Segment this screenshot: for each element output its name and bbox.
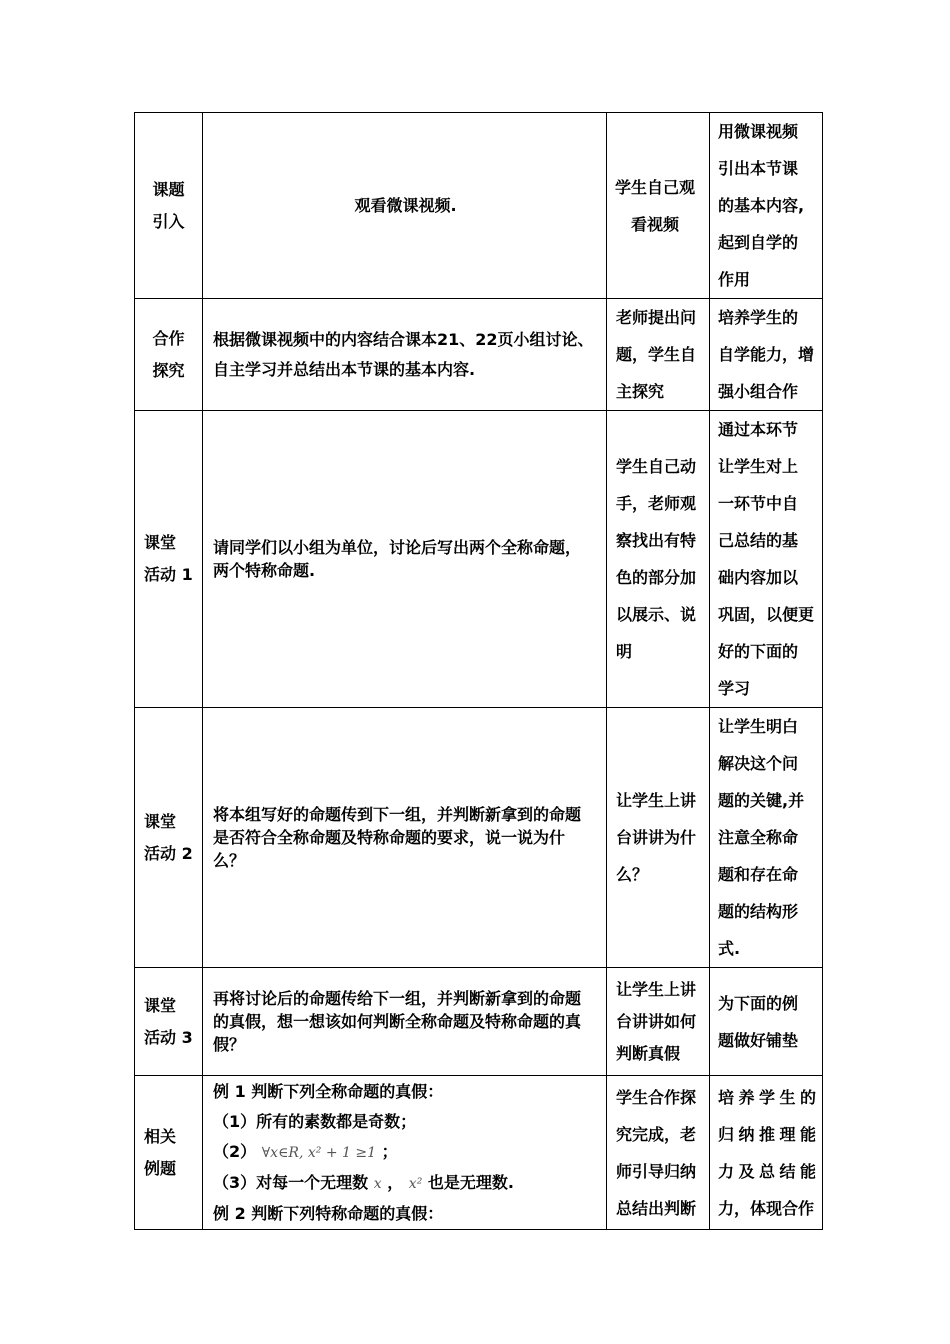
teacher-text: 台讲讲为什 [616,828,697,847]
intent-text: 力及总结能 [718,1161,816,1181]
content-cell [203,708,607,968]
intent-text: 培养学生的 [718,308,799,327]
content-cell [203,299,607,411]
stage-label: 探究 [152,360,185,380]
teacher-cell [607,113,710,299]
content-text: 请同学们以小组为单位，讨论后写出两个全称命题， [213,538,582,557]
stage-cell [135,708,203,968]
teacher-cell [607,708,710,968]
stage-label: 课堂 [144,533,177,552]
table-row [135,299,823,411]
teacher-text: 台讲讲如何 [616,1011,697,1031]
example-1-item-3 [213,1168,598,1199]
example-1-item-2 [213,1137,598,1168]
intent-text: 自学能力，增 [718,345,815,364]
intent-text: 巩固，以便更 [718,605,815,624]
teacher-text: 题，学生自 [616,345,697,364]
item-label: （2） [213,1141,257,1161]
stage-label: 课题 [152,179,185,199]
item-text: （3）对每一个无理数 [213,1172,369,1192]
intent-text: 式. [718,939,741,958]
intent-text: 强小组合作 [718,382,799,401]
teacher-text: 以展示、说 [616,605,697,624]
table-row [135,411,823,708]
teacher-text: 看视频 [630,214,679,234]
teacher-text: 究完成，老 [616,1124,697,1144]
intent-text: 作用 [718,270,751,289]
table-row [135,1076,823,1230]
stage-label: 相关 [144,1126,177,1146]
lesson-plan-table [134,112,823,1230]
stage-label: 例题 [144,1158,177,1178]
stage-label: 引入 [152,211,185,231]
content-text: 根据微课视频中的内容结合课本21、22页小组讨论、 [213,329,594,349]
math-variable-squared: x² [408,1175,423,1192]
example-2-title: 例 2 判断下列特称命题的真假： [213,1203,444,1223]
stage-label: 活动 1 [144,565,193,584]
content-text: 自主学习并总结出本节课的基本内容. [213,359,476,379]
stage-cell [135,299,203,411]
content-text: 假？ [213,1035,246,1054]
intent-cell [710,113,823,299]
teacher-text: 学生自己动 [616,457,697,476]
item-end: ； [381,1141,398,1161]
teacher-text: 明 [616,642,633,661]
intent-cell [710,708,823,968]
teacher-text: 么？ [616,865,649,884]
intent-cell [710,299,823,411]
example-1-title: 例 1 判断下列全称命题的真假： [213,1081,444,1101]
stage-label: 活动 2 [144,843,193,863]
content-cell [203,113,607,299]
stage-cell [135,411,203,708]
teacher-text: 让学生上讲 [616,791,697,810]
intent-text: 让学生明白 [718,717,799,736]
example-1-item-1: （1）所有的素数都是奇数； [213,1111,417,1131]
teacher-text: 学生自己观 [614,177,695,197]
table-row [135,968,823,1076]
stage-label: 合作 [152,328,185,348]
teacher-text: 色的部分加 [616,568,697,587]
intent-text: 题做好铺垫 [718,1030,799,1050]
teacher-cell [607,1076,710,1230]
content-cell [203,968,607,1076]
teacher-text: 总结出判断 [616,1198,697,1218]
intent-text: 解决这个问 [718,754,799,773]
intent-cell [710,411,823,708]
teacher-text: 学生合作探 [616,1087,697,1107]
teacher-text: 老师提出问 [616,308,697,327]
intent-text: 础内容加以 [718,568,799,587]
intent-text: 起到自学的 [718,233,799,252]
intent-text: 用微课视频 [718,122,799,141]
intent-text: 培养学生的 [718,1087,816,1107]
intent-text: 让学生对上 [718,457,799,476]
stage-cell [135,968,203,1076]
intent-text: 好的下面的 [718,642,799,661]
content-cell [203,411,607,708]
intent-text: 归纳推理能 [718,1124,816,1144]
teacher-cell [607,968,710,1076]
intent-text: 一环节中自 [718,494,799,513]
content-text: 将本组写好的命题传到下一组，并判断新拿到的命题 [213,805,582,824]
content-text: 是否符合全称命题及特称命题的要求，说一说为什 [213,828,566,847]
intent-text: 题的结构形 [718,902,799,921]
math-variable: x [373,1175,382,1192]
intent-text: 力，体现合作 [718,1198,815,1218]
content-cell [203,1076,607,1230]
teacher-text: 察找出有特 [616,531,697,550]
table-row [135,113,823,299]
item-text: ， [387,1172,404,1192]
teacher-text: 让学生上讲 [616,979,697,999]
intent-text: 己总结的基 [718,531,799,550]
math-formula: ∀x∈R, x² + 1 ≥1 [261,1144,377,1161]
content-text: 的真假，想一想该如何判断全称命题及特称命题的真 [213,1012,582,1031]
teacher-text: 师引导归纳 [616,1161,697,1181]
stage-cell [135,113,203,299]
intent-text: 引出本节课 [718,159,799,178]
table-row [135,708,823,968]
item-text: 也是无理数. [427,1172,514,1192]
intent-text: 为下面的例 [718,993,799,1013]
stage-cell [135,1076,203,1230]
content-text: 么？ [213,851,246,870]
intent-text: 的基本内容, [718,196,805,215]
content-text: 观看微课视频. [354,196,457,215]
stage-label: 课堂 [144,995,177,1015]
intent-text: 学习 [718,679,751,698]
content-text: 再将讨论后的命题传给下一组，并判断新拿到的命题 [213,989,582,1008]
teacher-text: 主探究 [616,382,665,401]
teacher-cell [607,299,710,411]
intent-cell [710,1076,823,1230]
intent-cell [710,968,823,1076]
teacher-text: 手，老师观 [616,494,697,513]
content-text: 两个特称命题. [213,561,316,580]
stage-label: 课堂 [144,811,177,831]
intent-text: 题和存在命 [718,865,799,884]
intent-text: 通过本环节 [718,420,799,439]
teacher-cell [607,411,710,708]
intent-text: 题的关键,并 [718,791,805,810]
teacher-text: 判断真假 [616,1043,681,1063]
intent-text: 注意全称命 [718,828,799,847]
stage-label: 活动 3 [144,1027,193,1047]
